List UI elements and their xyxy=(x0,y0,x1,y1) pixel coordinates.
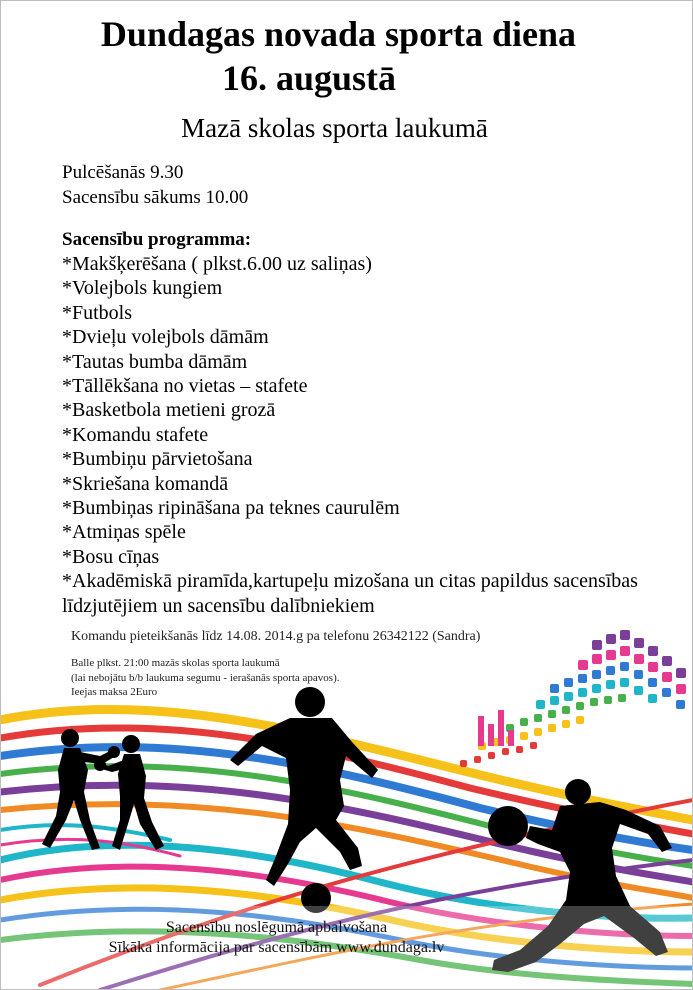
program-item: *Volejbols kungiem xyxy=(62,277,223,300)
program-item: *Skriešana komandā xyxy=(62,472,229,495)
program-item: *Atmiņas spēle xyxy=(62,521,186,544)
program-item: *Futbols xyxy=(62,301,133,324)
equalizer-dots xyxy=(460,630,686,767)
gathering-time: Pulcēšanās 9.30 xyxy=(62,162,184,183)
program-item: *Bumbiņu pārvietošana xyxy=(62,448,253,471)
venue: Mazā skolas sporta laukumā xyxy=(181,113,488,143)
registration-info: Komandu pieteikšanās līdz 14.08. 2014.g pa telefonu 26342122 (Sandra) xyxy=(71,629,481,644)
program-item: *Bosu cīņas xyxy=(62,545,160,568)
program-item: *Bumbiņas ripināšana pa teknes caurulēm xyxy=(62,497,400,520)
footer-awards: Sacensību noslēgumā apbalvošana xyxy=(165,919,388,936)
program xyxy=(62,228,652,618)
program-item: *Tāllēkšana no vietas – stafete xyxy=(62,375,308,398)
ball-shoes-note: (lai nebojātu b/b laukuma segumu - ierašanās sporta apavos). xyxy=(71,671,340,684)
program-item: *Tautas bumba dāmām xyxy=(62,350,248,373)
ball-info xyxy=(71,656,340,700)
start-time: Sacensību sākums 10.00 xyxy=(62,187,249,208)
poster-title: Dundagas novada sporta diena xyxy=(100,14,577,54)
program-item: *Akadēmiskā piramīda,kartupeļu mizošana un citas papildus sacensības līdzjutējiem un sacensību dalībniekiem xyxy=(62,570,638,617)
program-item: *Komandu stafete xyxy=(62,423,209,446)
program-heading: Sacensību programma: xyxy=(62,229,252,250)
event-date: 16. augustā xyxy=(222,58,397,98)
footer-more-info: Sīkāka informācija par sacensībām www.dundaga.lv xyxy=(108,939,445,956)
footer xyxy=(0,918,623,958)
program-item: *Basketbola metieni grozā xyxy=(62,399,276,422)
schedule xyxy=(62,160,248,210)
program-item: *Makšķerēšana ( plkst.6.00 uz saliņas) xyxy=(62,253,372,275)
program-list xyxy=(62,252,652,618)
ball-time: Balle plkst. 21:00 mazās skolas sporta laukumā xyxy=(71,657,280,669)
program-item: *Dvieļu volejbols dāmām xyxy=(62,326,269,349)
ball-entry-fee: Ieejas maksa 2Euro xyxy=(71,686,158,698)
